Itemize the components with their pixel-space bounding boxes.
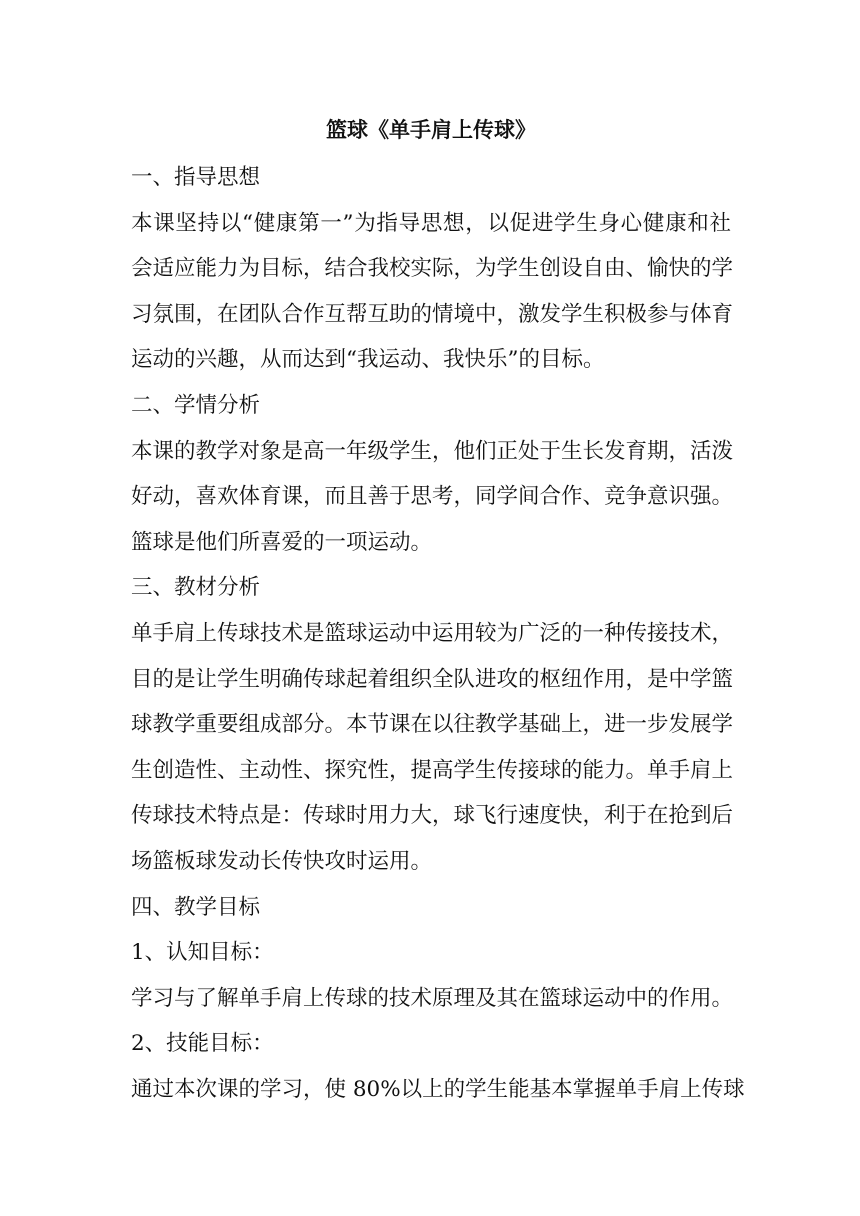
paragraph-line: 通过本次课的学习，使 80%以上的学生能基本掌握单手肩上传球 — [131, 1076, 745, 1102]
document-page — [131, 112, 745, 1112]
paragraph-line: 篮球是他们所喜爱的一项运动。 — [131, 529, 433, 555]
paragraph-line: 传球技术特点是：传球时用力大，球飞行速度快，利于在抢到后 — [131, 803, 734, 829]
paragraph-line: 生创造性、主动性、探究性，提高学生传接球的能力。单手肩上 — [131, 757, 734, 783]
subheading-cognitive-goal: 1、认知目标： — [131, 940, 274, 966]
paragraph-line: 运动的兴趣，从而达到“我运动、我快乐”的目标。 — [131, 347, 605, 373]
paragraph-line: 会适应能力为目标，结合我校实际，为学生创设自由、愉快的学 — [131, 256, 734, 282]
paragraph-line: 习氛围，在团队合作互帮互助的情境中，激发学生积极参与体育 — [131, 301, 734, 327]
section-heading-student-analysis: 二、学情分析 — [131, 392, 261, 418]
paragraph-line: 场篮板球发动长传快攻时运用。 — [131, 848, 433, 874]
paragraph-line: 本课坚持以“健康第一”为指导思想，以促进学生身心健康和社 — [131, 210, 731, 236]
section-heading-material-analysis: 三、教材分析 — [131, 575, 261, 601]
paragraph-line: 本课的教学对象是高一年级学生，他们正处于生长发育期，活泼 — [131, 438, 734, 464]
document-title: 篮球《单手肩上传球》 — [326, 118, 536, 142]
subheading-skill-goal: 2、技能目标： — [131, 1031, 274, 1057]
paragraph-line: 学习与了解单手肩上传球的技术原理及其在篮球运动中的作用。 — [131, 985, 734, 1011]
section-heading-teaching-goals: 四、教学目标 — [131, 894, 261, 920]
paragraph-line: 球教学重要组成部分。本节课在以往教学基础上，进一步发展学 — [131, 712, 734, 738]
paragraph-line: 目的是让学生明确传球起着组织全队进攻的枢纽作用，是中学篮 — [131, 666, 734, 692]
paragraph-line: 单手肩上传球技术是篮球运动中运用较为广泛的一种传接技术， — [131, 620, 734, 646]
paragraph-line: 好动，喜欢体育课，而且善于思考，同学间合作、竞争意识强。 — [131, 484, 734, 510]
section-heading-guiding-ideology: 一、指导思想 — [131, 165, 261, 190]
